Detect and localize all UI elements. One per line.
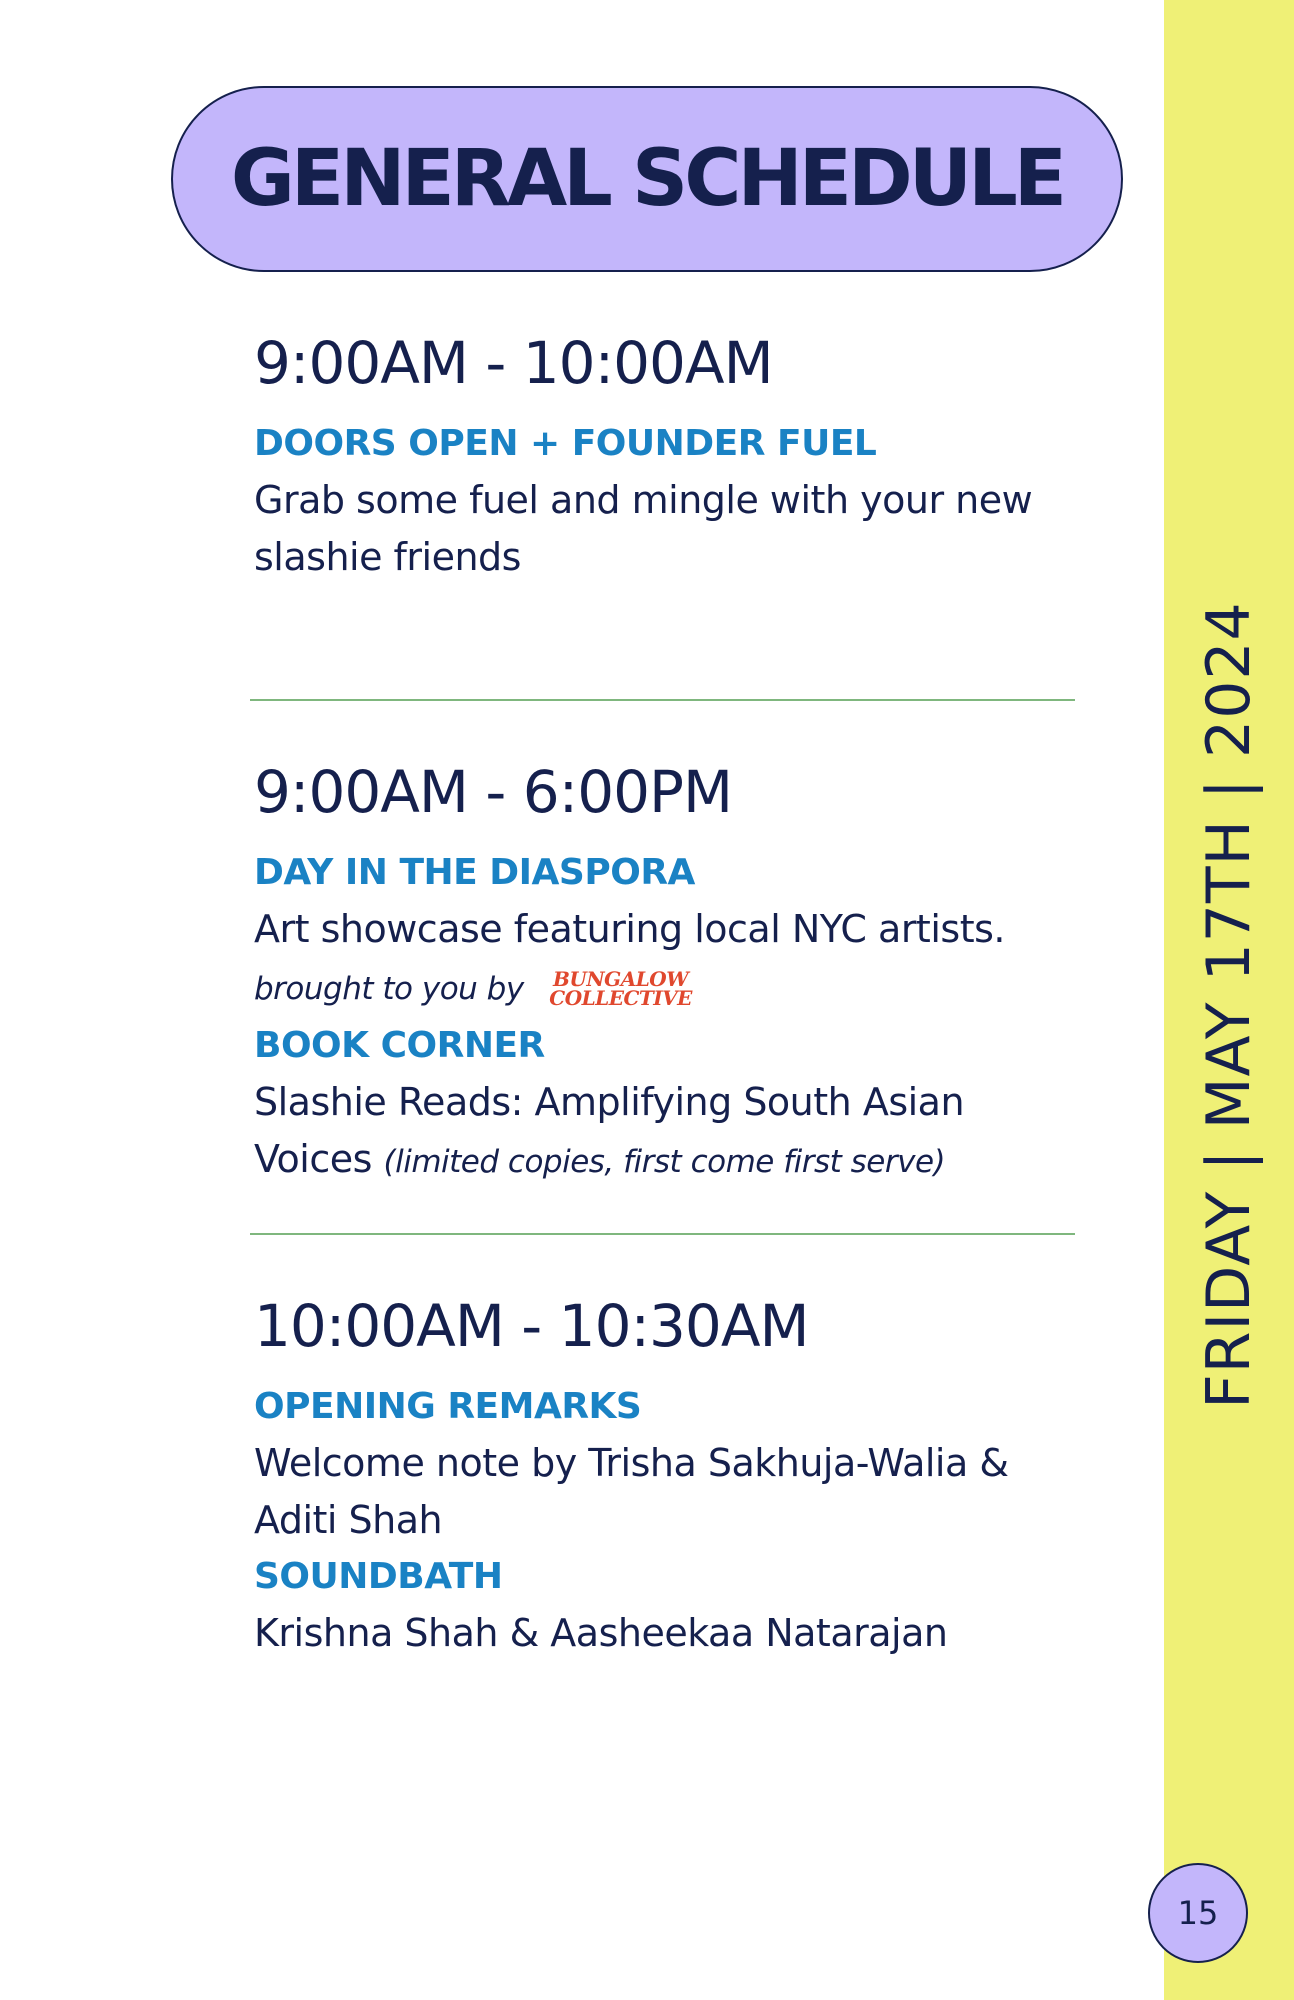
title-pill: [171, 86, 1123, 272]
schedule-block-2: [254, 757, 1084, 1191]
session-description: Krishna Shah & Aasheekaa Natarajan: [254, 1611, 948, 1655]
page-number-badge: 15: [1148, 1863, 1248, 1963]
session-description: Art showcase featuring local NYC artists.: [254, 907, 1005, 951]
bungalow-collective-logo: BUNGALOW COLLECTIVE: [549, 966, 692, 1010]
session-description-wrap: [254, 1074, 1084, 1191]
session-heading: SOUNDBATH: [254, 1556, 503, 1597]
page-title: GENERAL SCHEDULE: [230, 134, 1064, 224]
session-heading: OPENING REMARKS: [254, 1386, 642, 1427]
sponsor-note: brought to you by: [254, 971, 524, 1007]
time-slot: 9:00AM - 6:00PM: [254, 758, 733, 826]
session-heading: DAY IN THE DIASPORA: [254, 852, 695, 893]
schedule-block-1: [254, 328, 1084, 586]
session-description: Welcome note by Trisha Sakhuja-Walia & Aditi Shah: [254, 1441, 1009, 1542]
session-note: (limited copies, first come first serve): [383, 1144, 946, 1180]
time-slot: 10:00AM - 10:30AM: [254, 1292, 809, 1360]
session-description: Slashie Reads: Amplifying South Asian Voices: [254, 1080, 965, 1181]
session-description: Grab some fuel and mingle with your new slashie friends: [254, 478, 1033, 579]
session-description-wrap: [254, 901, 1084, 1018]
time-slot: 9:00AM - 10:00AM: [254, 329, 773, 397]
section-divider: [250, 699, 1075, 701]
session-heading: DOORS OPEN + FOUNDER FUEL: [254, 423, 877, 464]
side-date-label: FRIDAY | MAY 17TH | 2024: [1194, 601, 1264, 1409]
section-divider: [250, 1233, 1075, 1235]
schedule-block-3: [254, 1291, 1084, 1662]
session-heading: BOOK CORNER: [254, 1025, 545, 1066]
